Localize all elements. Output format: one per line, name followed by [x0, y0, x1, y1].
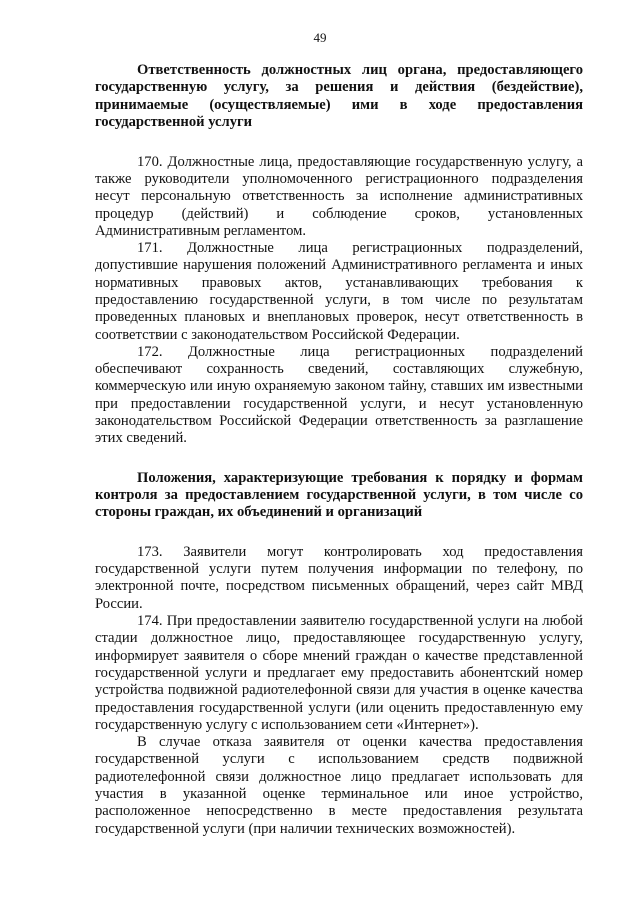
paragraph-170: 170. Должностные лица, предоставляющие государственную услугу, а также руководители уполномоченного регистрационного подразделения несут персональную ответственность за исполнение административных процедур (действий) и соблюдение сроков, установленных Административным регламентом.: [95, 153, 583, 239]
paragraph-171: 171. Должностные лица регистрационных подразделений, допустившие нарушения положений Административного регламента и иных нормативных правовых актов, устанавливающих требования к предоставлению государственной услуги, в том числе по результатам проведенных плановых и внеплановых проверок, несут ответственность в соответствии с законодательством Российской Федерации.: [95, 240, 583, 343]
page-number: 49: [313, 30, 327, 45]
paragraph-174-refusal: В случае отказа заявителя от оценки качества предоставления государственной услуги с использованием средств подвижной радиотелефонной связи должностное лицо предлагает использовать для участия в указанной оценке терминальное или иное устройство, расположенное непосредственно в месте предоставления результата государственной услуги (при наличии технических возможностей).: [95, 734, 583, 837]
section-heading-control: Положения, характеризующие требования к порядку и формам контроля за предоставлением государственной услуги, в том числе со стороны граждан, их объединений и организаций: [95, 469, 583, 521]
paragraph-174: 174. При предоставлении заявителю государственной услуги на любой стадии должностное лицо, предоставляющее государственную услугу, информирует заявителя о сборе мнений граждан о качестве представленной государственной услуги и предлагает ему предоставить абонентский номер устройства подвижной радиотелефонной связи для участия в оценке качества предоставления государственной услуги (или оценить предоставленную ему государственную услугу с использованием сети «Интернет»).: [95, 613, 583, 733]
paragraph-172: 172. Должностные лица регистрационных подразделений обеспечивают сохранность сведений, составляющих служебную, коммерческую или иную охраняемую законом тайну, ставших им известными при предоставлении государственной услуги, и несут установленную законодательством Российской Федерации ответственность за разглашение этих сведений.: [95, 343, 583, 447]
paragraph-173: 173. Заявители могут контролировать ход предоставления государственной услуги путем получения информации по телефону, по электронной почте, посредством письменных обращений, через сайт МВД России.: [95, 543, 583, 612]
page-content: [95, 62, 583, 838]
section-heading-responsibility: Ответственность должностных лиц органа, предоставляющего государственную услугу, за решения и действия (бездействие), принимаемые (осуществляемые) ими в ходе предоставления государственной услуги: [95, 62, 583, 131]
